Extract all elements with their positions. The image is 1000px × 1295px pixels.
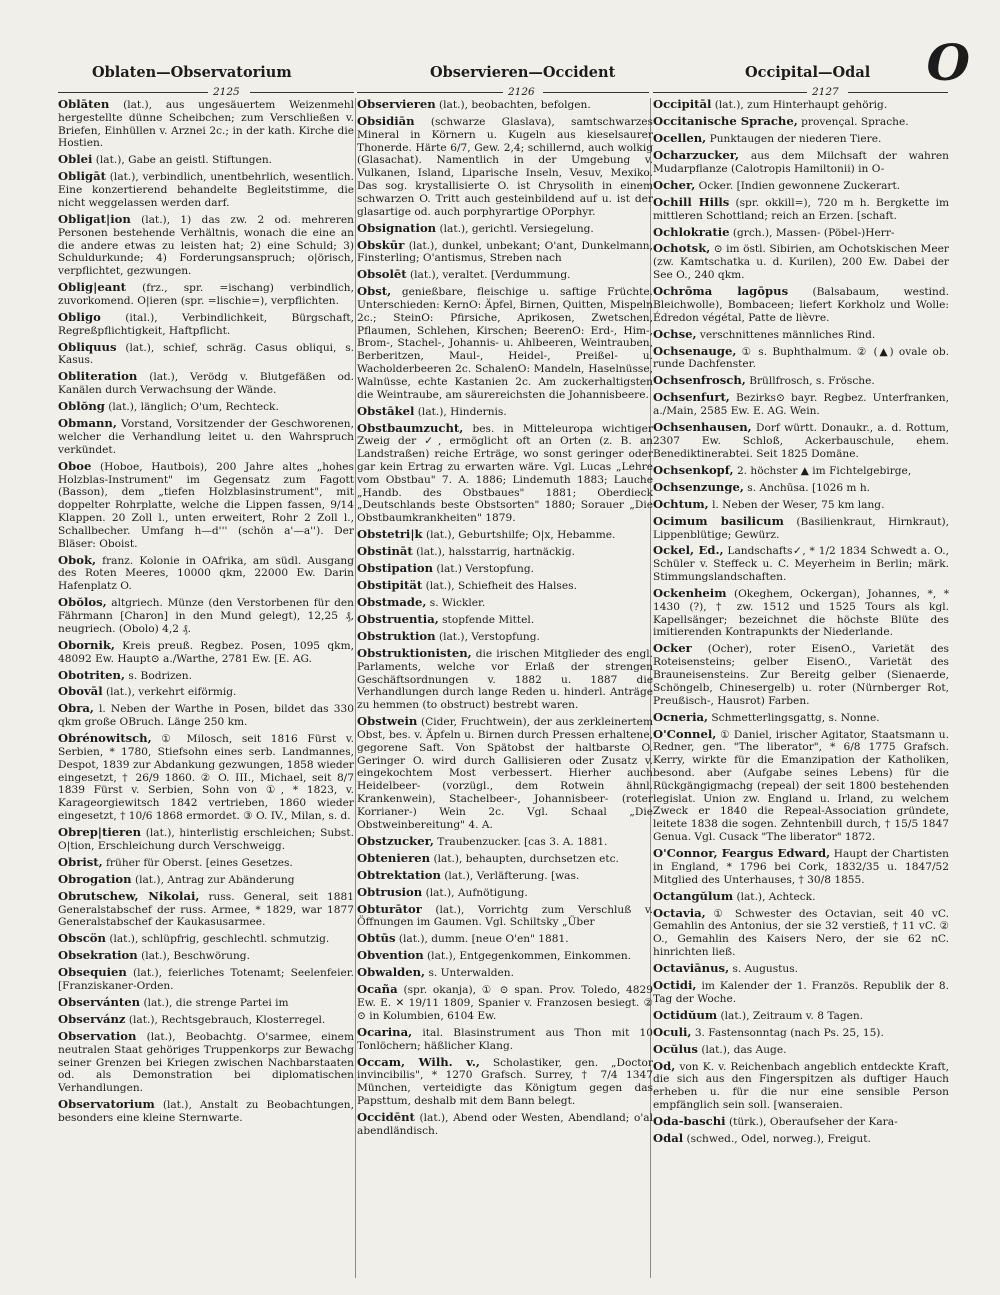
entry-headword: Ochill Hills [653,194,730,209]
entry-definition: provençal. Sprache. [801,115,909,128]
dictionary-entry [58,890,354,929]
header-rule [848,92,948,93]
entry-headword: Obvention [357,948,424,963]
entry-headword: Ochsenfurt, [653,390,730,405]
entry-headword: Obst, [357,284,392,299]
entry-headword: Obtūs [357,931,396,946]
entry-definition: (lat.), beobachten, befolgen. [439,99,591,111]
dictionary-entry [653,391,949,418]
entry-definition: (lat.), Achteck. [736,890,816,903]
entry-definition: (Okeghem, Ockergan), Johannes, *, * 1430 (?), † zw. 1512 und 1525 Tours als kgl. Kapellsänger; bezeichnet die höchste Blüte des imitierenden Kontrapunkts der Niederlande. [653,588,949,639]
entry-definition: früher für Oberst. [eines Gesetzes. [106,856,293,869]
dictionary-entry [58,856,354,870]
dictionary-entry [653,196,949,223]
dictionary-entry [58,669,354,683]
entry-definition: ① Milosch, seit 1816 Fürst v. Serbien, * 1780, Stiefsohn eines serb. Landmannes, Despot, 1839 zur Abdankung gezwungen, 1858 wieder eingesetzt, † 26/9 1860. ② O. III., Michael, seit 8/7 1839 Fürst v. Serbien, Sohn von ①, * 1823, v. Karageorgiewitsch 1842 vertrieben, 1860 wieder eingesetzt, † 10/6 1868 ermordet. ③ O. IV., Milan, s. d. [58,733,354,823]
entry-definition: (frz., spr. =ischang) verbindlich, zuvorkomend. O|ieren (spr. =lischie=), verpflichten. [58,282,354,307]
entry-headword: Observation [58,1029,137,1044]
entry-definition: genießbare, fleischige u. saftige Früchte. Unterschieden: KernO: Äpfel, Birnen, Quitten, Mispeln 2c.; SteinO: Pfirsiche, Aprikosen, Zwetschen, Pflaumen, Schlehen, Kirschen; BeerenO: Erd-, Him-, Brom-, Stachel-, Johannis- u. Ahlbeeren, Weintrauben, Berberitzen, Maul-, Heidel-, Preißel- u. Wacholderbeeren 2c. SchalenO: Mandeln, Haselnüsse, Walnüsse, echte Kastanien 2c. Am zuckerhaltigsten die Weintraube, am säurereichsten die Johannisbeere. [357,286,653,401]
entry-headword: Ockel, Ed., [653,543,724,558]
entry-headword: Ochsenkopf, [653,462,734,477]
dictionary-entry [357,886,653,900]
entry-headword: Obra, [58,701,94,716]
entry-headword: Oblŏng [58,399,105,414]
dictionary-entry [653,847,949,886]
entry-headword: Ocker [653,641,692,656]
entry-headword: Octavia, [653,905,706,920]
dictionary-entry [357,1056,653,1108]
entry-definition: (lat.), Schiefheit des Halses. [425,580,577,593]
entry-definition: (lat.), behaupten, durchsetzen etc. [433,852,619,865]
entry-definition: (türk.), Oberaufseher der Kara- [728,1115,898,1128]
entry-headword: Ocher, [653,177,696,192]
dictionary-entry [58,966,354,993]
dictionary-entry [653,98,949,112]
entry-headword: Od, [653,1058,676,1073]
dictionary-entry [58,341,354,368]
entry-headword: Oculi, [653,1024,692,1039]
entry-headword: Obok, [58,552,97,567]
entry-headword: Obstināt [357,544,413,559]
entry-headword: Obstwein [357,714,418,729]
dictionary-entry [58,213,354,278]
entry-headword: Obŏlos, [58,595,107,610]
entry-definition: im Kalender der 1. Französ. Republik der 8. Tag der Woche. [653,979,949,1005]
entry-headword: Obotriten, [58,667,126,682]
entry-definition: (lat.), Aufnötigung. [425,886,528,899]
entry-headword: Observánten [58,995,141,1010]
entry-definition: s. Wickler. [429,597,486,610]
entry-definition: 2. höchster ▲ im Fichtelgebirge, [736,464,912,477]
entry-headword: Obwalden, [357,965,426,980]
dictionary-entry [58,949,354,963]
entry-definition: die irischen Mitglieder des engl. Parlaments, welche vor Erlaß der strengen Geschäftsordnungen v. 1882 u. 1887 die Verhandlungen durch lange Reden u. hinderl. Anträge zu hemmen (to obstruct) bestrebt waren. [357,648,653,712]
dictionary-entry [357,852,653,866]
dictionary-entry [357,715,653,831]
entry-headword: Obscön [58,931,106,946]
dictionary-entry [357,869,653,883]
entry-headword: O'Connor, Feargus Edward, [653,845,831,860]
dictionary-entry [58,417,354,456]
entry-headword: Obsequien [58,965,127,980]
dictionary-entry [653,132,949,146]
entry-definition: (lat.), Entgegenkommen, Einkommen. [427,950,632,963]
dictionary-entry [357,528,653,542]
entry-definition: (lat.), feierliches Totenamt; Seelenfeier. [Franziskaner-Orden. [58,967,354,993]
dictionary-entry [653,285,949,324]
entry-headword: Obligo [58,309,101,324]
dictionary-entry [653,962,949,976]
dictionary-entry [653,481,949,495]
entry-definition: (lat.), aus ungesäuertem Weizenmehl hergestellte dünne Scheibchen; zum Verschließen v. Briefen, Einhüllen v. Arznei 2c.; in der kath. Kirche die Hostien. [58,99,354,150]
dictionary-entry [58,1013,354,1027]
entry-headword: Obstzucker, [357,833,434,848]
dictionary-entry [653,498,949,512]
entry-headword: Odal [653,1130,684,1145]
entry-headword: Ochtum, [653,496,709,511]
header-rule [357,92,503,93]
entry-definition: Vorstand, Vorsitzender der Geschworenen, welcher die Verhandlung leitet u. den Wahrspruch verkündet. [58,418,354,456]
entry-definition: Bezirks⊙ bayr. Regbez. Unterfranken, a./Main, 2585 Ew. E. AG. Wein. [653,392,949,418]
entry-definition: ① Daniel, irischer Agitator, Staatsmann u. Redner, gen. "The liberator", * 6/8 1775 Grafsch. Kerry, wirkte für die Emanzipation der Katholiken, besond. aber (Aufgabe seines Lebens) für die Rückgängigmachg (repeal) der seit 1800 bestehenden legislat. Union zw. England u. Irland, zu welchem Zweck er 1840 die Repeal-Association gründete, leitete 1838 die sogen. Zehntenbill durch, † 15/5 1847 Genua. Vgl. Cusack "The liberator" 1872. [653,728,949,843]
dictionary-entry [357,613,653,627]
entry-definition: (lat.), dumm. [neue O'en" 1881. [398,933,569,946]
dictionary-entry [357,562,653,576]
entry-definition: (lat.), die strenge Partei im [143,997,289,1010]
header-rule [653,92,807,93]
dictionary-entry [653,979,949,1006]
dictionary-entry [653,345,949,372]
dictionary-entry [653,179,949,193]
entry-headword: Octaviānus, [653,960,730,975]
entry-headword: Ochotsk, [653,241,711,256]
header-rule [58,92,208,93]
entry-definition: (spr. okanja), ① ⊙ span. Prov. Toledo, 4829 Ew. E. ✕ 19/11 1809, Spanier v. Franzosen besiegt. ② ⊙ in Kolumbien, 6104 Ew. [357,984,653,1022]
entry-headword: Oboe [58,458,92,473]
entry-headword: Obrogation [58,871,132,886]
dictionary-entry [357,405,653,419]
entry-headword: Obstruktionisten, [357,646,472,661]
entry-headword: Obstipität [357,578,423,593]
dictionary-entry [653,464,949,478]
entry-definition: (lat.), verkehrt eiförmig. [105,686,237,699]
entry-definition: s. Bodrizen. [128,669,192,682]
entry-headword: Octangŭlum [653,888,734,903]
entry-headword: Obliteration [58,369,138,384]
entry-definition: (lat.), Antrag zur Abänderung [134,873,295,886]
entry-headword: Oblāten [58,98,110,111]
entry-headword: Ochsenzunge, [653,479,744,494]
entry-headword: Obtrusion [357,884,423,899]
dictionary-entry [357,98,653,112]
entry-headword: Obsolēt [357,267,407,282]
dictionary-entry [58,281,354,308]
entry-headword: Octidi, [653,977,697,992]
entry-definition: franz. Kolonie in OAfrika, am südl. Ausgang des Roten Meeres, 10000 qkm, 22000 Ew. Darin Hafenplatz O. [58,554,354,593]
dictionary-entry [357,422,653,525]
entry-headword: Obrutschew, Nikolai, [58,888,200,903]
dictionary-entry [653,374,949,388]
entry-headword: Ochsenfrosch, [653,373,746,388]
entry-definition: (lat.), Vorrichtg zum Verschluß v. Öffnungen im Gaumen. Vgl. Schiltsky „Über [357,903,653,929]
column-left [58,98,354,1278]
section-letter: O [926,33,970,92]
entry-definition: (Ocher), roter EisenO., Varietät des Roteisensteins; gelber EisenO., Varietät des Brauneisensteins. Zur Bereitg gelber (Sienaerde, Schöngelb, Chinesergelb) u. roter (Nürnberger Rot, Preußisch-, Hausrot) Farben. [653,643,949,707]
entry-headword: Oda-baschi [653,1113,726,1128]
entry-headword: Ocarina, [357,1024,413,1039]
entry-definition: (lat.), Abend oder Westen, Abendland; o'al abendländisch. [357,1112,653,1137]
page-number-right: 2127 [812,86,839,98]
entry-definition: (lat.), 1) das zw. 2 od. mehreren Personen bestehende Verhältnis, wonach die eine an die andere etwas zu leisten hat; 2) eine Schuld; 3) Schuldurkunde; 4) Forderungsanspruch; o|örisch, verpflichtet, gezwungen. [58,213,354,278]
dictionary-entry [58,1098,354,1125]
dictionary-entry [653,149,949,176]
entry-definition: 3. Fastensonntag (nach Ps. 25, 15). [694,1026,884,1039]
entry-headword: Obstmade, [357,595,427,610]
entry-definition: Traubenzucker. [cas 3. A. 1881. [437,835,608,848]
dictionary-entry [357,579,653,593]
entry-headword: Obstruktion [357,629,436,644]
entry-headword: Ochsenauge, [653,343,737,358]
entry-headword: Obliquus [58,339,117,354]
header-rule [543,92,649,93]
entry-headword: Observieren [357,98,436,111]
entry-definition: ⊙ im östl. Sibirien, am Ochotskischen Meer (zw. Kamtschatka u. d. Kurilen), 200 Ew. Dabei der See O., 240 qkm. [653,243,949,282]
entry-definition: (Basilienkraut, Hirnkraut), Lippenblütige; Gewürz. [653,515,949,541]
entry-headword: Obmann, [58,416,117,431]
entry-definition: Haupt der Chartisten in England, * 1796 bei Cork, 1832/35 u. 1847/52 Mitglied des Unterhauses, † 30/8 1855. [653,847,949,886]
entry-definition: Ocker. [Indien gewonnene Zuckerart. [698,179,901,192]
dictionary-entry [58,826,354,853]
dictionary-entry [653,115,949,129]
entry-definition: (lat.), Gabe an geistl. Stiftungen. [95,154,273,167]
entry-definition: Kreis preuß. Regbez. Posen, 1095 qkm, 48092 Ew. Haupt⊙ a./Warthe, 2781 Ew. [E. AG. [58,639,354,665]
dictionary-entry [357,1026,653,1053]
dictionary-entry [653,1009,949,1023]
entry-headword: Obtrektation [357,867,441,882]
dictionary-entry [58,370,354,397]
entry-headword: Ochsenhausen, [653,420,752,435]
entry-definition: s. Anchūsa. [1026 m h. [747,481,871,494]
entry-headword: Obstruentia, [357,612,439,627]
entry-definition: (lat.), zum Hinterhaupt gehörig. [714,99,888,111]
entry-headword: Observánz [58,1012,126,1027]
dictionary-entry [58,98,354,150]
entry-headword: Occidēnt [357,1110,415,1125]
entry-definition: (schwarze Glaslava), samtschwarzes Mineral in Körnern u. Kugeln aus kieselsaurer Thonerde. Härte 6/7, Gew. 2,4; schillernd, auch wolkig (Glasachat). Namentlich in der Umgebung v. Vulkanen, Island, Liparische Inseln, Vesuv, Mexiko. Das sog. krystallisierte O. ist Chrysolith in einem schwarzen O. Tritt auch gesteinbildend auf u. ist der glasartige od. auch porphyrartige OPorphyr. [357,115,653,218]
entry-definition: russ. General, seit 1881 Generalstabschef der russ. Armee, * 1829, war 1877 Generalstabschef der Kaukasusarmee. [58,890,354,929]
entry-definition: (lat.), schlüpfrig, geschlechtl. schmutzig. [109,933,330,946]
page-number-center: 2126 [508,86,535,98]
entry-headword: Ocaña [357,982,398,997]
entry-headword: Obornik, [58,637,115,652]
dictionary-entry [357,1111,653,1138]
dictionary-entry [357,268,653,282]
dictionary-entry [58,702,354,729]
dictionary-entry [357,596,653,610]
dictionary-entry [653,711,949,725]
entry-headword: Obovāl [58,684,103,699]
entry-definition: (lat.), veraltet. [Verdummung. [409,269,571,282]
entry-headword: Ocellen, [653,130,707,145]
dictionary-entry [58,170,354,209]
dictionary-entry [357,983,653,1022]
dictionary-entry [653,728,949,844]
entry-headword: Ocimum basilicum [653,513,784,528]
entry-definition: bes. in Mitteleuropa wichtiger Zweig der ✓, ermöglicht oft an Orten (z. B. an Landstraßen) reiche Erträge, wo sonst geringer oder gar kein Ertrag zu erwarten wäre. Vgl. Lucas „Lehre vom Obstbau" 7. A. 1886; Lindemuth 1883; Lauche „Handb. des Obstbaues" 1881; Oberdieck „Deutschlands beste Obstsorten" 1880; Sorauer „Die Obstbaumkrankheiten" 1879. [357,422,653,525]
entry-definition: ital. Blasinstrument aus Thon mit 10 Tonlöchern; häßlicher Klang. [357,1026,653,1052]
entry-definition: (ital.), Verbindlichkeit, Bürgschaft, Regreßpflichtigkeit, Haftpflicht. [58,311,354,337]
entry-headword: Ocŭlus [653,1041,698,1056]
entry-headword: Octidŭum [653,1007,718,1022]
dictionary-entry [357,115,653,218]
entry-definition: (lat.), halsstarrig, hartnäckig. [416,546,575,559]
entry-headword: Obsekration [58,948,138,963]
entry-definition: Scholastiker, gen. „Doctor invincibilis", * 1270 Grafsch. Surrey, † 7/4 1347 München, verteidigte das Königtum gegen das Papsttum, deshalb mit dem Bann belegt. [357,1056,653,1108]
entry-definition: (lat.), Verläfterung. [was. [444,869,580,882]
dictionary-entry [357,949,653,963]
entry-definition: (grch.), Massen- (Pöbel-)Herr- [732,226,895,239]
dictionary-entry [653,907,949,959]
dictionary-entry [58,153,354,167]
entry-headword: Ocneria, [653,709,709,724]
dictionary-entry [653,642,949,707]
entry-headword: Obstbaumzucht, [357,420,464,435]
dictionary-entry [58,460,354,551]
entry-definition: (lat.), gerichtl. Versiegelung. [439,222,594,235]
entry-headword: Obrep|tieren [58,825,142,840]
running-header-left: Oblaten—Observatorium [92,64,292,81]
dictionary-entry [653,1132,949,1146]
entry-definition: (Cider, Fruchtwein), der aus zerkleinertem Obst, bes. v. Äpfeln u. Birnen durch Pressen erhaltene, gegorene Saft. Von Spätobst der haltbarste O. Geringer O. wird durch Gallisieren oder Zusatz v. eingekochtem Most verbessert. Hierher auch Heidelbeer- (vorzügl., dem Rotwein ähnl. Krankenwein), Stachelbeer-, Johannisbeer- (roter Korrianer-) Wein 2c. Vgl. Schaal „Die Obstweinbereitung" 4. A. [357,716,653,831]
entry-headword: Occipitāl [653,98,712,111]
entry-headword: Oblig|eant [58,280,127,295]
entry-definition: Landschafts✓, * 1/2 1834 Schwedt a. O., Schüler v. Steffeck u. C. Meyerheim in Berlin; märk. Stimmungslandschaften. [653,545,949,584]
entry-definition: s. Unterwalden. [428,967,514,980]
dictionary-entry [653,587,949,639]
entry-headword: Obligāt [58,169,106,184]
dictionary-entry [357,647,653,712]
entry-headword: Obskūr [357,237,405,252]
entry-definition: (lat.), Anstalt zu Beobachtungen, besonders eine kleine Sternwarte. [58,1099,354,1125]
entry-definition: stopfende Mittel. [442,614,535,627]
dictionary-entry [653,328,949,342]
dictionary-entry [58,400,354,414]
column-center [357,98,653,1278]
entry-definition: (lat.), Beobachtg. O'sarmee, einem neutralen Staat gehöriges Truppenkorps zur Bewachg seiner Grenzen bei Kriegen zwischen Nachbarstaaten od. als Demonstration bei diplomatischen Verhandlungen. [58,1031,354,1095]
dictionary-entry [58,554,354,593]
entry-headword: Ocharzucker, [653,147,739,162]
entry-headword: Obtenieren [357,850,431,865]
entry-headword: Obrénowitsch, [58,731,152,746]
entry-definition: (Hoboe, Hautbois), 200 Jahre altes „hohes Holzblas-Instrument" im Gegensatz zum Fagott (Basson), dem „tiefen Holzblasinstrument", mit doppelter Rohrplatte, welche die Lippen fassen, 9/14 Klappen. 20 Zoll l., unten erweitert, Rohr 2 Zoll l., Schallbecher. Umfang h—d''' (schön a'—a''). Der Bläser: Oboist. [58,460,354,550]
dictionary-entry [58,932,354,946]
dictionary-entry [58,732,354,823]
entry-headword: Ochlokratie [653,224,730,239]
dictionary-entry [357,285,653,401]
entry-definition: ① Schwester des Octavian, seit 40 vC. Gemahlin des Antonius, der sie 32 verstieß, † 11 vC. ② O., Gemahlin des Kaisers Nero, der sie 62 nC. hinrichten ließ. [653,907,949,958]
dictionary-entry [653,1043,949,1057]
entry-definition: (lat.), verbindlich, unentbehrlich, wesentlich. Eine konzertierend behandelte Begleitstimme, die nicht weggelassen werden darf. [58,171,354,209]
entry-headword: Occitanische Sprache, [653,113,798,128]
entry-headword: Obligat|ion [58,211,131,226]
entry-definition: (lat.), Zeitraum v. 8 Tagen. [720,1009,864,1022]
dictionary-entry [357,903,653,930]
dictionary-entry [58,1030,354,1095]
entry-definition: Punktaugen der niederen Tiere. [709,132,882,145]
entry-definition: l. Neben der Warthe in Posen, bildet das 330 qkm große OBruch. Länge 250 km. [58,703,354,729]
dictionary-entry [653,421,949,460]
entry-definition: verschnittenes männliches Rind. [699,328,876,341]
running-header-right: Occipital—Odal [745,64,871,81]
dictionary-entry [653,890,949,904]
dictionary-entry [58,639,354,666]
entry-headword: O'Connel, [653,726,717,741]
dictionary-entry [357,222,653,236]
entry-headword: Obsignation [357,220,437,235]
entry-headword: Obstipation [357,561,434,576]
entry-definition: (lat.), dunkel, unbekant; O'ant, Dunkelmann, Finsterling; O'antismus, Streben nach [357,239,653,265]
entry-definition: (lat.), länglich; O'um, Rechteck. [108,401,279,414]
column-divider [355,98,356,1278]
entry-definition: (lat.), Rechtsgebrauch, Klosterregel. [128,1014,326,1027]
entry-headword: Obrist, [58,854,103,869]
entry-definition: ① s. Buphthalmum. ② (▲) ovale ob. runde Dachfenster. [653,345,949,371]
dictionary-entry [357,545,653,559]
entry-definition: von K. v. Reichenbach angeblich entdeckte Kraft, die sich aus den Fingerspitzen als duftiger Hauch erheben u. für die nur eine sensible Person empfänglich sein soll. [wanseraien. [653,1060,949,1111]
entry-headword: Ochrōma lagōpus [653,284,789,299]
dictionary-entry [58,596,354,635]
entry-definition: (lat.), Geburtshilfe; O|x, Hebamme. [425,529,616,542]
column-right [653,98,949,1278]
dictionary-entry [58,685,354,699]
entry-definition: Dorf württ. Donaukr., a. d. Rottum, 2307 Ew. Schloß, Ackerbauschule, ehem. Benediktinerabtei. Seit 1825 Domäne. [653,422,949,460]
dictionary-entry [653,1060,949,1112]
dictionary-entry [357,630,653,644]
entry-definition: (lat.), das Auge. [701,1043,787,1056]
entry-definition: (lat.), Verstopfung. [438,631,540,644]
dictionary-entry [357,239,653,266]
entry-definition: (lat.), schief, schräg. Casus obliqui, s. Kasus. [58,341,354,367]
entry-headword: Obstākel [357,403,415,418]
entry-headword: Obturātor [357,901,422,916]
entry-headword: Ochse, [653,326,697,341]
entry-headword: Occam, Wilh. v., [357,1054,480,1069]
entry-definition: (lat.) Verstopfung. [436,563,534,576]
dictionary-entry [357,966,653,980]
dictionary-entry [653,544,949,583]
header-rule [250,92,354,93]
dictionary-entry [357,835,653,849]
dictionary-entry [653,515,949,542]
entry-definition: (Balsabaum, westind. Bleichwolle), Bombaceen; liefert Korkholz und Wolle: Édredon végétal, Patte de lièvre. [653,286,949,324]
entry-headword: Obstetri|k [357,527,423,542]
dictionary-entry [653,242,949,281]
entry-headword: Ockenheim [653,586,727,601]
page-number-left: 2125 [213,86,240,98]
entry-definition: l. Neben der Weser, 75 km lang. [712,498,885,511]
dictionary-entry [58,873,354,887]
running-header-center: Observieren—Occident [430,64,616,81]
entry-definition: aus dem Milchsaft der wahren Mudarpflanze (Calotropis Hamiltonii) in O- [653,149,949,175]
entry-definition: (lat.), Verödg v. Blutgefäßen od. Kanälen durch Verwachsung der Wände. [58,371,354,397]
dictionary-entry [58,311,354,338]
entry-definition: (lat.), Hindernis. [417,405,507,418]
entry-definition: (schwed., Odel, norweg.), Freigut. [686,1132,871,1145]
entry-definition: altgriech. Münze (den Verstorbenen für den Fährmann [Charon] in den Mund gelegt), 12,25 ₰, neugriech. (Obolo) 4,2 ₰. [58,597,354,635]
entry-definition: (lat.), hinterlistig erschleichen; Subst. O|tion, Erschleichung durch Verschweigg. [58,827,354,852]
dictionary-entry [58,996,354,1010]
dictionary-entry [653,226,949,240]
entry-headword: Obsidiān [357,113,415,128]
entry-headword: Observatorium [58,1097,155,1112]
dictionary-entry [653,1115,949,1129]
entry-definition: (spr. okkill=), 720 m h. Bergkette im mittleren Schottland; reich an Erzen. [schaft. [653,196,949,222]
entry-definition: Brüllfrosch, s. Frösche. [749,375,875,388]
entry-definition: s. Augustus. [732,962,799,975]
dictionary-entry [653,1026,949,1040]
entry-definition: (lat.), Beschwörung. [141,950,250,963]
entry-headword: Oblei [58,152,93,167]
entry-definition: Schmetterlingsgattg, s. Nonne. [711,711,880,724]
dictionary-entry [357,932,653,946]
